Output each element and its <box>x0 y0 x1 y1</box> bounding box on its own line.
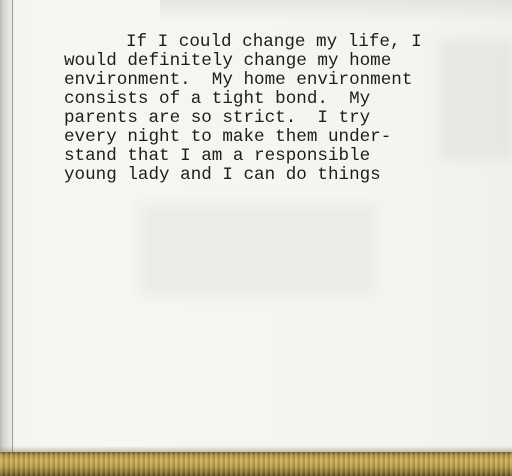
page-spine-shadow <box>0 0 16 452</box>
text-line-1 <box>64 33 504 52</box>
text-line-7: stand that I am a responsible <box>64 146 371 166</box>
text-line-5: parents are so strict. I try <box>64 108 371 128</box>
bleed-through-top <box>160 0 512 22</box>
typed-paragraph <box>64 33 504 185</box>
page-binding-line <box>12 0 13 452</box>
bleed-through-photo <box>140 205 375 295</box>
text-line-3: environment. My home environment <box>64 70 413 90</box>
text-line-2: would definitely change my home <box>64 51 392 71</box>
gilt-edge-texture <box>0 452 512 476</box>
text-line-8: young lady and I can do things <box>64 165 381 185</box>
text-line-1-content: If I could change my life, I <box>126 32 422 52</box>
text-line-4: consists of a tight bond. My <box>64 89 371 109</box>
text-line-6: every night to make them under- <box>64 127 392 147</box>
